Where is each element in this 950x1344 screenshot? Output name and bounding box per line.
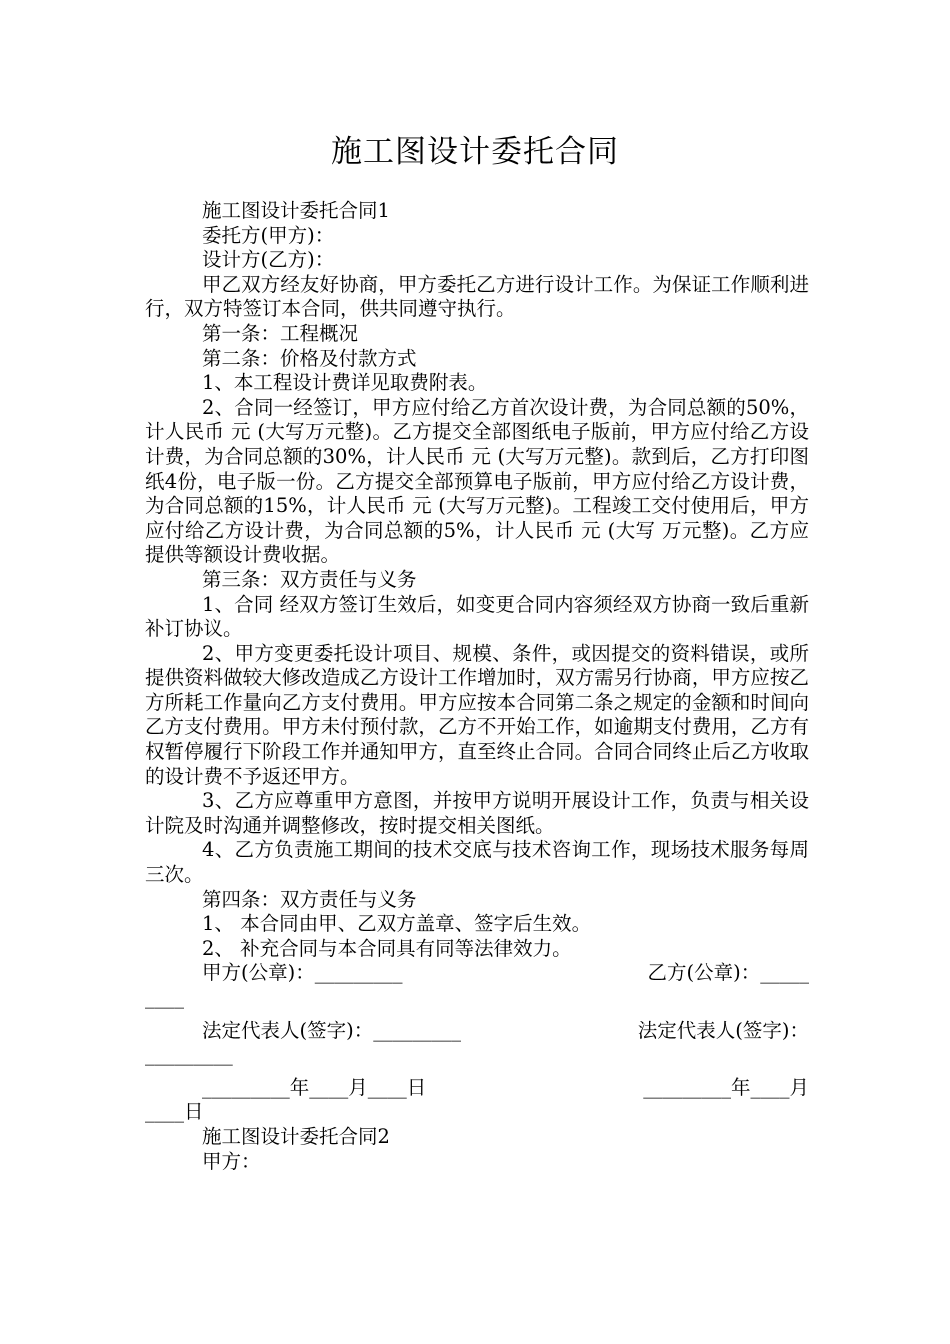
party-a-representative: 法定代表人(签字)：_________ (202, 1018, 461, 1042)
party-b-date: _________年____月 (643, 1075, 809, 1099)
paragraph: 施工图设计委托合同1 (202, 199, 390, 222)
paragraph: 甲乙双方经友好协商，甲方委托乙方进行设计工作。为保证工作顺利进行，双方特签订本合同，供共同遵守执行。 (145, 272, 809, 321)
party-b-seal: 乙方(公章)：_____ (647, 961, 809, 985)
paragraph: 4、乙方负责施工期间的技术交底与技术咨询工作，现场技术服务每周三次。 (145, 838, 809, 887)
signature-row-representative (145, 1019, 809, 1044)
signature-line-continuation: _________ (145, 1043, 233, 1067)
paragraph: 2、合同一经签订，甲方应付给乙方首次设计费，为合同总额的50%，计人民币 元 (大写万元整)。乙方提交全部图纸电子版前，甲方应付给乙方设计费，为合同总额的30%，计人民币 元 (大写万元整)。款到后，乙方打印图纸4份，电子版一份。乙方提交全部预算电子版前，甲方应付给乙方设计费，为合同总额的15%，计人民币 元 (大写万元整)。工程竣工交付使用后，甲方应付给乙方设计费，为合同总额的5%，计人民币 元 (大写 万元整)。乙方应提供等额设计费收据。 (145, 395, 809, 567)
paragraph: 1、合同 经双方签订生效后，如变更合同内容须经双方协商一致后重新补订协议。 (145, 592, 809, 641)
date-line-continuation: ____日 (145, 1100, 204, 1124)
party-b-representative: 法定代表人(签字)： (637, 1018, 809, 1042)
paragraph: 2、 补充合同与本合同具有同等法律效力。 (202, 936, 572, 960)
signature-line-continuation: ____ (145, 986, 184, 1009)
document-title: 施工图设计委托合同 (331, 134, 619, 170)
paragraph: 1、本工程设计费详见取费附表。 (202, 371, 488, 395)
document-body (145, 199, 809, 1174)
signature-row-date (145, 1076, 809, 1101)
section-heading: 第三条：双方责任与义务 (202, 567, 417, 591)
paragraph: 1、 本合同由甲、乙双方盖章、签字后生效。 (202, 912, 592, 936)
section-heading: 第一条：工程概况 (202, 321, 359, 345)
paragraph: 甲方： (202, 1149, 261, 1173)
paragraph: 3、乙方应尊重甲方意图，并按甲方说明开展设计工作，负责与相关设计院及时沟通并调整修改，按时提交相关图纸。 (145, 789, 809, 837)
signature-row-seal (145, 961, 809, 986)
party-a-seal: 甲方(公章)：_________ (202, 961, 403, 985)
paragraph: 委托方(甲方)： (202, 223, 335, 247)
section-heading: 施工图设计委托合同2 (202, 1124, 390, 1148)
paragraph: 设计方(乙方)： (202, 248, 335, 272)
section-heading: 第二条：价格及付款方式 (202, 346, 417, 370)
section-heading: 第四条：双方责任与义务 (202, 887, 417, 911)
paragraph: 2、甲方变更委托设计项目、规模、条件，或因提交的资料错误，或所提供资料做较大修改造成乙方设计工作增加时，双方需另行协商，甲方应按乙方所耗工作量向乙方支付费用。甲方应按本合同第二条之规定的金额和时间向乙方支付费用。甲方未付预付款，乙方不开始工作，如逾期支付费用，乙方有权暂停履行下阶段工作并通知甲方，直至终止合同。合同合同终止后乙方收取的设计费不予返还甲方。 (145, 641, 809, 788)
party-a-date: _________年____月____日 (202, 1075, 427, 1099)
